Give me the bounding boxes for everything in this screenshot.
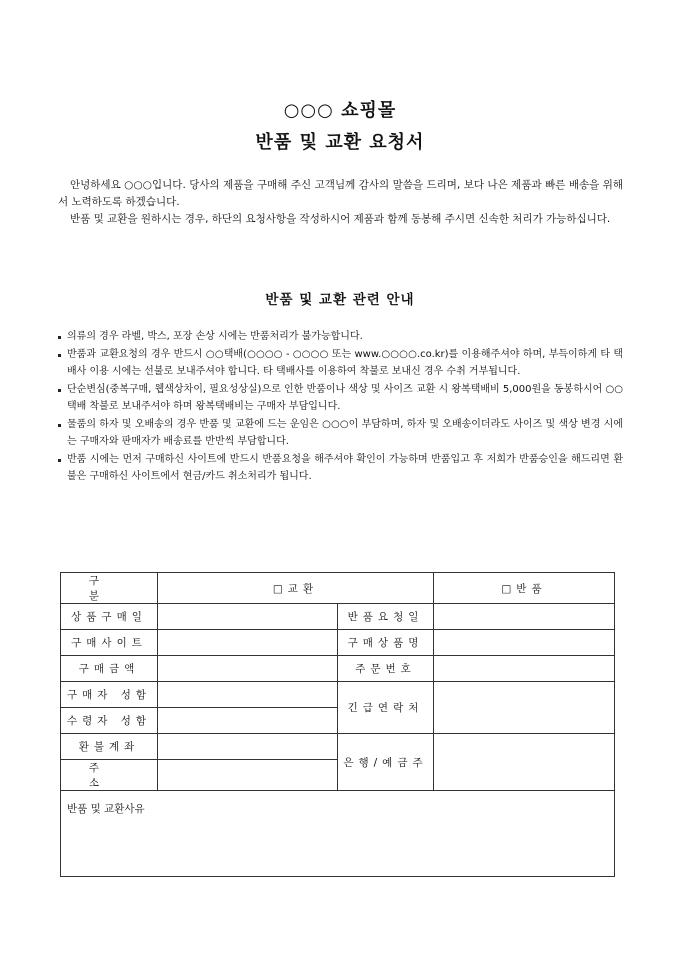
bank-field[interactable] <box>434 734 615 791</box>
bank-label: 은행/예금주 <box>338 734 434 791</box>
guide-item: 물품의 하자 및 오배송의 경우 반품 및 교환에 드는 운임은 ○○○이 부담하며, 하자 및 오배송이더라도 사이즈 및 색상 변경 시에는 구매자와 판매자가 배송료를 반반씩 부담합니다. <box>58 416 623 451</box>
product-label: 구매상품명 <box>338 630 434 656</box>
receiver-label: 수령자 성함 <box>61 708 158 734</box>
purchase-date-label: 상품구매일 <box>61 604 158 630</box>
return-checkbox[interactable]: □반품 <box>434 573 615 604</box>
contact-label: 긴급연락처 <box>338 682 434 734</box>
buyer-label: 구매자 성함 <box>61 682 158 708</box>
request-date-field[interactable] <box>434 604 615 630</box>
intro <box>58 177 623 228</box>
refund-account-label: 환불계좌 <box>61 734 158 760</box>
product-field[interactable] <box>434 630 615 656</box>
amount-label: 구매금액 <box>61 656 158 682</box>
order-no-field[interactable] <box>434 656 615 682</box>
exchange-checkbox[interactable]: □교환 <box>158 573 434 604</box>
order-no-label: 주문번호 <box>338 656 434 682</box>
intro-paragraph: 안녕하세요 ○○○입니다. 당사의 제품을 구매해 주신 고객님께 감사의 말씀을 드리며, 보다 나은 제품과 빠른 배송을 위해서 노력하도록 하겠습니다. <box>58 179 623 208</box>
guide-item: 의류의 경우 라벨, 박스, 포장 손상 시에는 반품처리가 불가능합니다. <box>58 328 623 346</box>
address-label: 주 소 <box>61 760 158 791</box>
receiver-field[interactable] <box>158 708 338 734</box>
request-date-label: 반품요청일 <box>338 604 434 630</box>
guide-item: 단순변심(중복구매, 웹색상차이, 필요성상실)으로 인한 반품이나 색상 및 사이즈 교환 시 왕복택배비 5,000원을 동봉하시어 ○○택배 착불로 보내주셔야 하며 왕복택배비는 구매자 부담입니다. <box>58 381 623 416</box>
request-form-table <box>60 572 615 877</box>
intro-paragraph: 반품 및 교환을 원하시는 경우, 하단의 요청사항을 작성하시어 제품과 함께 동봉해 주시면 신속한 처리가 가능하십니다. <box>70 213 611 225</box>
guide-title: 반품 및 교환 관련 안내 <box>265 292 415 308</box>
category-label: 구 분 <box>61 573 158 604</box>
site-field[interactable] <box>158 630 338 656</box>
reason-field[interactable]: 반품 및 교환사유 <box>61 791 615 877</box>
document-title: 반품 및 교환 요청서 <box>255 132 425 153</box>
contact-field[interactable] <box>434 682 615 734</box>
refund-account-field[interactable] <box>158 734 338 760</box>
address-field[interactable] <box>158 760 338 791</box>
guide-list <box>58 328 623 486</box>
guide-item: 반품 시에는 먼저 구매하신 사이트에 반드시 반품요청을 해주셔야 확인이 가능하며 반품입고 후 저희가 반품승인을 해드리면 환불은 구매하신 사이트에서 현금/카드 취소처리가 됩니다. <box>58 451 623 486</box>
purchase-date-field[interactable] <box>158 604 338 630</box>
site-label: 구매사이트 <box>61 630 158 656</box>
buyer-field[interactable] <box>158 682 338 708</box>
guide-item: 반품과 교환요청의 경우 반드시 ○○택배(○○○○ - ○○○○ 또는 www.○○○○.co.kr)를 이용해주셔야 하며, 부득이하게 타 택배사 이용 시에는 선불로 보내주셔야 합니다. 타 택배사를 이용하여 착불로 보내신 경우 수취 거부됩니다. <box>58 346 623 381</box>
shop-title: ○○○ 쇼핑몰 <box>283 100 397 121</box>
amount-field[interactable] <box>158 656 338 682</box>
